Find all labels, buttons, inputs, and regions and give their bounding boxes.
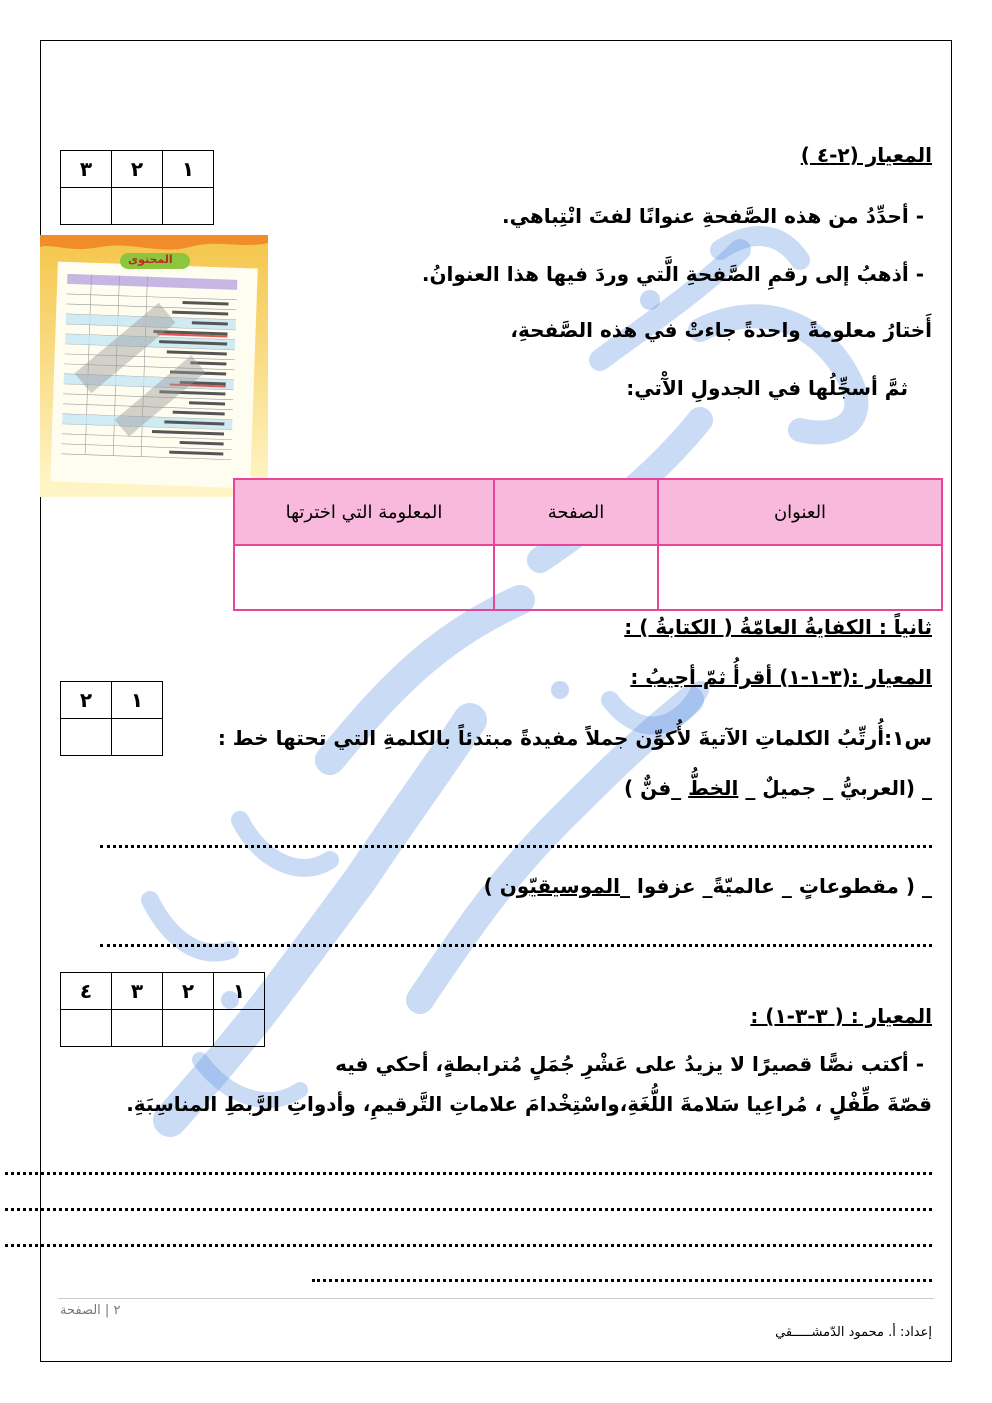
grade-input-cell[interactable] [61,188,112,225]
grade-input-cell[interactable] [112,188,163,225]
writing-task-line-1: - أكتب نصًّا قصيرًا لا يزيدُ على عَشْرِ جُمَلٍ مُترابطةٍ، أحكي فيه [335,1052,924,1076]
writing-task-line-2: قصّةَ طِّفْلٍ ، مُراعِيا سَلامةَ اللُّغَةِ،واسْتِخْدامَ علاماتِ التَّرقيمِ، وأدواتِ الرَّبطِ المناسِبَةِ. [126,1092,932,1116]
question-1: س١:أُرتِّبُ الكلماتِ الآتيةَ لأُكوِّن جملاً مفيدةً مبتدئاً بالكلمةِ التي تحتها خط : [217,726,932,750]
table-header-info: المعلومة التي اخترتها [234,479,494,545]
grade-input-cell[interactable] [61,1010,112,1047]
sentence-item-2-post: ) [483,874,500,898]
instruction-line-3: أَختارُ معلومةً واحدةً جاءتْ في هذه الصَّفحةِ، [510,318,932,342]
criterion-heading-1: المعيار (٢-٤ ) [800,143,932,167]
sentence-item-2 [484,874,932,898]
answer-line[interactable] [5,1208,932,1211]
grade-table-1 [60,150,214,225]
grade-cell: ٣ [112,973,163,1010]
grade-cell: ٢ [61,682,112,719]
grade-cell: ٤ [61,973,112,1010]
answer-line[interactable] [5,1172,932,1175]
author-credit: إعداد: أ. محمود الدّمشـــــقي [775,1325,932,1340]
title-answer-cell[interactable] [658,545,942,610]
grade-cell: ١ [214,973,265,1010]
page-answer-cell[interactable] [494,545,658,610]
contents-page-thumbnail [40,235,268,497]
table-header-title: العنوان [658,479,942,545]
info-table [233,478,943,611]
answer-line[interactable] [312,1279,932,1282]
grade-cell: ١ [112,682,163,719]
page-number: ٢ | الصفحة [60,1303,121,1318]
sentence-item-1-post: _فنٌّ ) [623,776,689,800]
grade-cell: ٣ [61,151,112,188]
instruction-line-2: - أذهبُ إلى رقمِ الصَّفحةِ الَّتي وردَ فيها هذا العنوانُ. [421,262,924,286]
grade-input-cell[interactable] [163,1010,214,1047]
sentence-item-1 [624,776,932,800]
thumbnail-title: المحتوى [128,253,173,266]
footer-divider [58,1298,934,1299]
instruction-line-4: ثمَّ أسجِّلُها في الجدولِ الآْتي: [626,376,908,400]
sentence-item-2-keyword: الموسيقيّون [499,874,621,898]
info-answer-cell[interactable] [234,545,494,610]
section-heading-writing: ثانياً : الكفايةُ العامّةُ ( الكتابةُ ) : [624,615,932,639]
instruction-line-1: - أحدِّدُ من هذه الصَّفحةِ عنوانًا لفتَ انْتِباهي. [502,204,924,228]
grade-table-2 [60,681,163,756]
grade-table-3 [60,972,265,1047]
criterion-heading-3: المعيار : ( ٣-٣-١) : [750,1004,932,1028]
grade-input-cell[interactable] [112,719,163,756]
answer-line[interactable] [100,944,932,947]
sentence-item-1-pre: _ (العربيُّ _ جميلٌ _ [738,776,932,800]
grade-cell: ١ [163,151,214,188]
sentence-item-1-keyword: الخطُّ [688,776,739,800]
grade-cell: ٢ [112,151,163,188]
grade-input-cell[interactable] [61,719,112,756]
table-header-page: الصفحة [494,479,658,545]
criterion-heading-2: المعيار :(٣-١-١) أقرأُ ثمّ أجيبُ : [630,665,932,689]
answer-line[interactable] [5,1244,932,1247]
grade-input-cell[interactable] [163,188,214,225]
grade-cell: ٢ [163,973,214,1010]
answer-line[interactable] [100,845,932,848]
sentence-item-2-pre: _ ( مقطوعاتٍ _ عالميّةً_ عزفوا _ [620,874,932,898]
grade-input-cell[interactable] [112,1010,163,1047]
grade-input-cell[interactable] [214,1010,265,1047]
